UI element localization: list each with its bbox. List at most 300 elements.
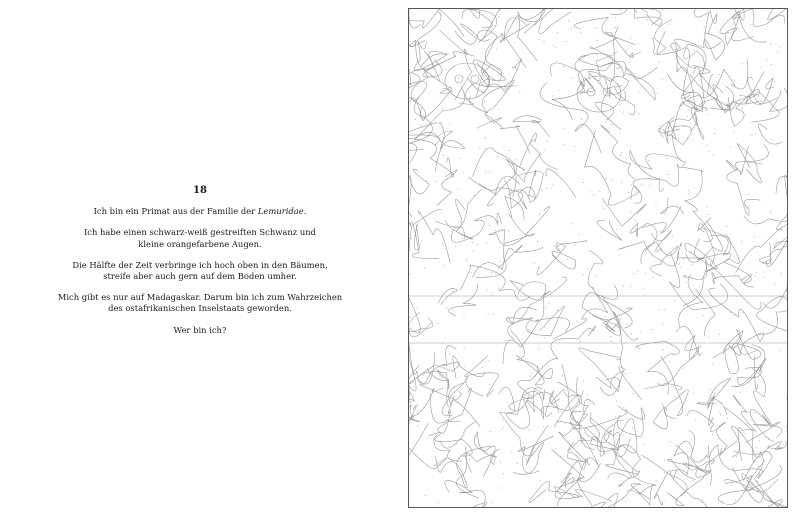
cell-marker xyxy=(453,309,454,310)
cell-marker xyxy=(621,182,622,183)
cell-marker xyxy=(472,250,473,251)
cell-marker xyxy=(417,404,418,405)
cell-marker xyxy=(584,55,585,56)
cell-marker xyxy=(708,337,709,338)
cell-marker xyxy=(483,30,484,31)
cell-marker xyxy=(675,49,676,50)
cell-marker xyxy=(558,90,559,91)
cell-marker xyxy=(623,407,624,408)
riddle-number: 18 xyxy=(193,185,207,196)
cell-marker xyxy=(742,108,743,109)
cell-marker xyxy=(722,501,723,502)
cell-marker xyxy=(704,26,705,27)
puzzle-stroke xyxy=(724,407,754,462)
puzzle-stroke xyxy=(503,318,570,364)
puzzle-stroke xyxy=(737,143,768,183)
puzzle-stroke xyxy=(409,12,441,47)
cell-marker xyxy=(619,104,620,105)
cell-marker xyxy=(527,232,528,233)
cell-marker xyxy=(489,384,490,385)
cell-marker xyxy=(694,50,695,51)
cell-marker xyxy=(417,426,418,427)
cell-marker xyxy=(489,172,490,173)
cell-marker xyxy=(580,341,581,342)
puzzle-stroke xyxy=(435,446,490,488)
cell-marker xyxy=(541,189,542,190)
cell-marker xyxy=(678,138,679,139)
cell-marker xyxy=(526,459,527,460)
cell-marker xyxy=(588,435,589,436)
cell-marker xyxy=(750,206,751,207)
cell-marker xyxy=(619,110,620,111)
puzzle-stroke xyxy=(570,410,627,440)
puzzle-stroke xyxy=(653,404,667,429)
cell-marker xyxy=(499,261,500,262)
cell-marker xyxy=(712,363,713,364)
cell-marker xyxy=(543,9,544,10)
cell-marker xyxy=(516,68,517,69)
riddle-line: Mich gibt es nur auf Madagaskar. Darum bin ich zum Wahrzeichen xyxy=(57,292,343,303)
cell-marker xyxy=(419,331,420,332)
cell-marker xyxy=(761,67,762,68)
cell-marker xyxy=(421,125,422,126)
cell-marker xyxy=(748,194,749,195)
puzzle-stroke xyxy=(505,197,535,244)
cell-marker xyxy=(534,263,535,264)
puzzle-drawing xyxy=(409,9,787,507)
cell-marker xyxy=(459,458,460,459)
cell-marker xyxy=(458,189,459,190)
puzzle-stroke xyxy=(725,343,761,390)
cell-marker xyxy=(706,68,707,69)
cell-marker xyxy=(621,152,622,153)
cell-marker xyxy=(558,310,559,311)
cell-marker xyxy=(563,144,564,145)
cell-marker xyxy=(464,366,465,367)
cell-marker xyxy=(574,146,575,147)
puzzle-stroke xyxy=(489,207,550,246)
cell-marker xyxy=(730,146,731,147)
cell-marker xyxy=(615,27,616,28)
cell-marker xyxy=(496,49,497,50)
cell-marker xyxy=(707,145,708,146)
cell-marker xyxy=(709,31,710,32)
puzzle-stroke xyxy=(608,438,640,479)
cell-marker xyxy=(627,324,628,325)
cell-marker xyxy=(685,282,686,283)
cell-marker xyxy=(652,329,653,330)
puzzle-lines xyxy=(409,9,787,507)
puzzle-stroke xyxy=(705,441,762,477)
cell-marker xyxy=(441,14,442,15)
cell-marker xyxy=(770,212,771,213)
cell-marker xyxy=(714,133,715,134)
puzzle-stroke xyxy=(617,406,645,437)
cell-marker xyxy=(596,141,597,142)
cell-marker xyxy=(455,246,456,247)
cell-marker xyxy=(490,431,491,432)
cell-marker xyxy=(754,412,755,413)
cell-marker xyxy=(688,190,689,191)
cell-marker xyxy=(523,218,524,219)
cell-marker xyxy=(563,128,564,129)
puzzle-stroke xyxy=(507,155,558,182)
cell-marker xyxy=(474,195,475,196)
cell-marker xyxy=(544,327,545,328)
cell-marker xyxy=(773,441,774,442)
cell-marker xyxy=(503,473,504,474)
cell-marker xyxy=(476,436,477,437)
cell-marker xyxy=(664,472,665,473)
cell-marker xyxy=(498,288,499,289)
cell-marker xyxy=(566,41,567,42)
cell-marker xyxy=(626,50,627,51)
puzzle-stroke xyxy=(746,72,777,105)
puzzle-stroke xyxy=(565,452,588,488)
puzzle-stroke xyxy=(409,97,432,164)
cell-marker xyxy=(748,412,749,413)
puzzle-stroke xyxy=(437,170,457,205)
cell-marker xyxy=(515,67,516,68)
cell-marker xyxy=(748,207,749,208)
cell-marker xyxy=(712,155,713,156)
puzzle-stroke xyxy=(636,341,680,395)
cell-marker xyxy=(596,275,597,276)
cell-marker xyxy=(779,47,780,48)
cell-marker xyxy=(465,481,466,482)
puzzle-stroke xyxy=(604,27,619,82)
puzzle-stroke xyxy=(625,67,657,100)
puzzle-stroke xyxy=(409,138,454,177)
cell-marker xyxy=(540,214,541,215)
cell-marker xyxy=(633,393,634,394)
cell-marker xyxy=(672,236,673,237)
cell-marker xyxy=(657,20,658,21)
cell-marker xyxy=(488,360,489,361)
puzzle-stroke xyxy=(667,471,711,506)
puzzle-stroke xyxy=(746,368,780,443)
cell-marker xyxy=(485,148,486,149)
puzzle-stroke xyxy=(661,356,688,418)
cell-marker xyxy=(498,16,499,17)
cell-marker xyxy=(659,62,660,63)
cell-marker xyxy=(693,393,694,394)
cell-marker xyxy=(500,462,501,463)
cell-marker xyxy=(675,300,676,301)
cell-marker xyxy=(710,389,711,390)
puzzle-stroke xyxy=(517,9,545,61)
cell-marker xyxy=(491,502,492,503)
cell-marker xyxy=(630,212,631,213)
cell-marker xyxy=(583,274,584,275)
puzzle-stroke xyxy=(414,224,419,250)
cell-marker xyxy=(786,398,787,399)
puzzle-stroke xyxy=(435,199,465,226)
riddle-line: Ich bin ein Primat aus der Familie der Lemuridae. xyxy=(93,206,307,217)
puzzle-stroke xyxy=(682,167,712,241)
cell-marker xyxy=(776,318,777,319)
puzzle-stroke xyxy=(610,9,637,15)
cell-marker xyxy=(529,231,530,232)
cell-marker xyxy=(438,370,439,371)
cell-marker xyxy=(734,80,735,81)
cell-marker xyxy=(442,343,443,344)
cell-marker xyxy=(477,244,478,245)
puzzle-stroke xyxy=(415,87,465,140)
cell-marker xyxy=(603,208,604,209)
cell-marker xyxy=(460,158,461,159)
cell-marker xyxy=(495,230,496,231)
lemur-face-outline xyxy=(445,63,489,99)
puzzle-stroke xyxy=(731,426,769,457)
cell-marker xyxy=(442,243,443,244)
puzzle-stroke xyxy=(473,248,515,277)
cell-marker xyxy=(547,141,548,142)
cell-marker xyxy=(721,402,722,403)
cell-marker xyxy=(777,51,778,52)
cell-marker xyxy=(557,32,558,33)
cell-marker xyxy=(553,45,554,46)
cell-marker xyxy=(687,138,688,139)
cell-marker xyxy=(516,159,517,160)
cell-marker xyxy=(638,346,639,347)
puzzle-stroke xyxy=(537,241,587,275)
cell-marker xyxy=(511,452,512,453)
puzzle-stroke xyxy=(667,446,698,480)
cell-marker xyxy=(568,21,569,22)
puzzle-stroke xyxy=(709,10,717,34)
riddle-paragraph-4 xyxy=(40,292,360,314)
cell-marker xyxy=(754,237,755,238)
puzzle-stroke xyxy=(733,395,757,432)
cell-marker xyxy=(719,74,720,75)
cell-marker xyxy=(761,373,762,374)
puzzle-stroke xyxy=(445,220,472,239)
cell-marker xyxy=(759,440,760,441)
cell-marker xyxy=(589,191,590,192)
cell-marker xyxy=(489,225,490,226)
cell-marker xyxy=(669,361,670,362)
puzzle-stroke xyxy=(595,102,621,130)
puzzle-stroke xyxy=(759,243,771,264)
puzzle-stroke xyxy=(534,9,571,34)
cell-marker xyxy=(487,289,488,290)
puzzle-stroke xyxy=(470,9,501,42)
cell-marker xyxy=(771,139,772,140)
cell-marker xyxy=(689,110,690,111)
cell-marker xyxy=(546,188,547,189)
cell-marker xyxy=(469,459,470,460)
cell-marker xyxy=(673,451,674,452)
puzzle-stroke xyxy=(755,480,782,507)
cell-marker xyxy=(493,314,494,315)
cell-marker xyxy=(786,426,787,427)
cell-marker xyxy=(485,171,486,172)
cell-marker xyxy=(685,98,686,99)
cell-marker xyxy=(548,303,549,304)
cell-marker xyxy=(623,497,624,498)
cell-marker xyxy=(435,181,436,182)
riddle-line: des ostafrikanischen Inselstaats geworden. xyxy=(108,303,292,314)
cell-marker xyxy=(674,396,675,397)
cell-marker xyxy=(712,434,713,435)
cell-marker xyxy=(652,277,653,278)
puzzle-stroke xyxy=(738,358,766,385)
puzzle-stroke xyxy=(619,242,679,266)
lemur-eye-outline xyxy=(455,75,463,83)
cell-marker xyxy=(464,347,465,348)
cell-marker xyxy=(583,417,584,418)
cell-marker xyxy=(771,64,772,65)
puzzle-stroke xyxy=(445,480,487,507)
cell-marker xyxy=(440,71,441,72)
cell-marker xyxy=(620,155,621,156)
cell-marker xyxy=(632,428,633,429)
cell-marker xyxy=(756,272,757,273)
puzzle-stroke xyxy=(418,211,450,263)
puzzle-stroke xyxy=(585,131,640,205)
cell-marker xyxy=(410,274,411,275)
cell-marker xyxy=(522,442,523,443)
cell-marker xyxy=(575,245,576,246)
cell-marker xyxy=(484,101,485,102)
cell-marker xyxy=(631,333,632,334)
puzzle-stroke xyxy=(557,377,589,426)
cell-marker xyxy=(752,79,753,80)
cell-marker xyxy=(684,126,685,127)
cell-marker xyxy=(734,315,735,316)
cell-marker xyxy=(471,272,472,273)
cell-marker xyxy=(708,114,709,115)
cell-marker xyxy=(606,178,607,179)
cell-marker xyxy=(410,238,411,239)
cell-marker xyxy=(774,81,775,82)
cell-marker xyxy=(774,283,775,284)
cell-marker xyxy=(560,456,561,457)
cell-marker xyxy=(638,113,639,114)
cell-marker xyxy=(446,307,447,308)
cell-marker xyxy=(415,119,416,120)
cell-marker xyxy=(572,77,573,78)
cell-marker xyxy=(449,124,450,125)
cell-marker xyxy=(659,231,660,232)
cell-marker xyxy=(625,342,626,343)
puzzle-stroke xyxy=(748,77,774,103)
puzzle-stroke xyxy=(591,493,618,507)
cell-marker xyxy=(640,332,641,333)
puzzle-stroke xyxy=(510,330,538,391)
puzzle-stroke xyxy=(602,198,646,226)
cell-marker xyxy=(670,441,671,442)
cell-marker xyxy=(702,143,703,144)
cell-marker xyxy=(633,56,634,57)
cell-marker xyxy=(519,92,520,93)
cell-marker xyxy=(425,495,426,496)
cell-marker xyxy=(674,286,675,287)
cell-marker xyxy=(639,93,640,94)
cell-marker xyxy=(440,464,441,465)
cell-marker xyxy=(417,308,418,309)
puzzle-stroke xyxy=(709,288,764,354)
color-by-number-puzzle xyxy=(408,8,788,508)
cell-marker xyxy=(628,192,629,193)
cell-marker xyxy=(546,307,547,308)
cell-marker xyxy=(615,416,616,417)
puzzle-stroke xyxy=(720,9,767,34)
cell-marker xyxy=(462,238,463,239)
cell-marker xyxy=(540,379,541,380)
cell-marker xyxy=(679,264,680,265)
cell-marker xyxy=(642,288,643,289)
cell-marker xyxy=(730,33,731,34)
riddle-paragraph-2 xyxy=(40,227,360,249)
cell-marker xyxy=(658,310,659,311)
puzzle-stroke xyxy=(534,326,595,377)
puzzle-stroke xyxy=(485,114,530,154)
puzzle-stroke xyxy=(615,87,635,115)
cell-marker xyxy=(490,455,491,456)
cell-marker xyxy=(462,144,463,145)
cell-marker xyxy=(528,329,529,330)
cell-marker xyxy=(687,116,688,117)
cell-marker xyxy=(770,44,771,45)
cell-marker xyxy=(765,101,766,102)
cell-marker xyxy=(530,376,531,377)
cell-marker xyxy=(478,129,479,130)
cell-marker xyxy=(619,484,620,485)
puzzle-stroke xyxy=(409,312,432,337)
puzzle-stroke xyxy=(654,20,690,102)
cell-marker xyxy=(623,112,624,113)
puzzle-stroke xyxy=(513,443,543,475)
cell-marker xyxy=(710,419,711,420)
cell-marker xyxy=(662,323,663,324)
puzzle-stroke xyxy=(718,481,787,507)
cell-marker xyxy=(417,411,418,412)
puzzle-stroke xyxy=(518,436,553,473)
cell-marker xyxy=(742,63,743,64)
cell-marker xyxy=(675,271,676,272)
puzzle-stroke xyxy=(474,432,497,477)
cell-marker xyxy=(657,93,658,94)
puzzle-stroke xyxy=(642,455,688,496)
cell-marker xyxy=(437,323,438,324)
cell-marker xyxy=(552,185,553,186)
cell-marker xyxy=(631,184,632,185)
cell-marker xyxy=(779,350,780,351)
cell-marker xyxy=(557,310,558,311)
cell-marker xyxy=(625,373,626,374)
cell-marker xyxy=(596,112,597,113)
cell-marker xyxy=(734,257,735,258)
cell-marker xyxy=(498,221,499,222)
cell-marker xyxy=(620,340,621,341)
puzzle-stroke xyxy=(449,383,480,427)
puzzle-stroke xyxy=(736,229,782,273)
cell-marker xyxy=(538,348,539,349)
puzzle-stroke xyxy=(758,124,782,144)
cell-marker xyxy=(741,241,742,242)
cell-marker xyxy=(727,226,728,227)
cell-marker xyxy=(691,251,692,252)
puzzle-stroke xyxy=(518,171,544,209)
cell-marker xyxy=(491,295,492,296)
cell-marker xyxy=(742,279,743,280)
puzzle-stroke xyxy=(440,421,476,448)
cell-marker xyxy=(509,150,510,151)
cell-marker xyxy=(540,480,541,481)
puzzle-stroke xyxy=(658,347,702,386)
